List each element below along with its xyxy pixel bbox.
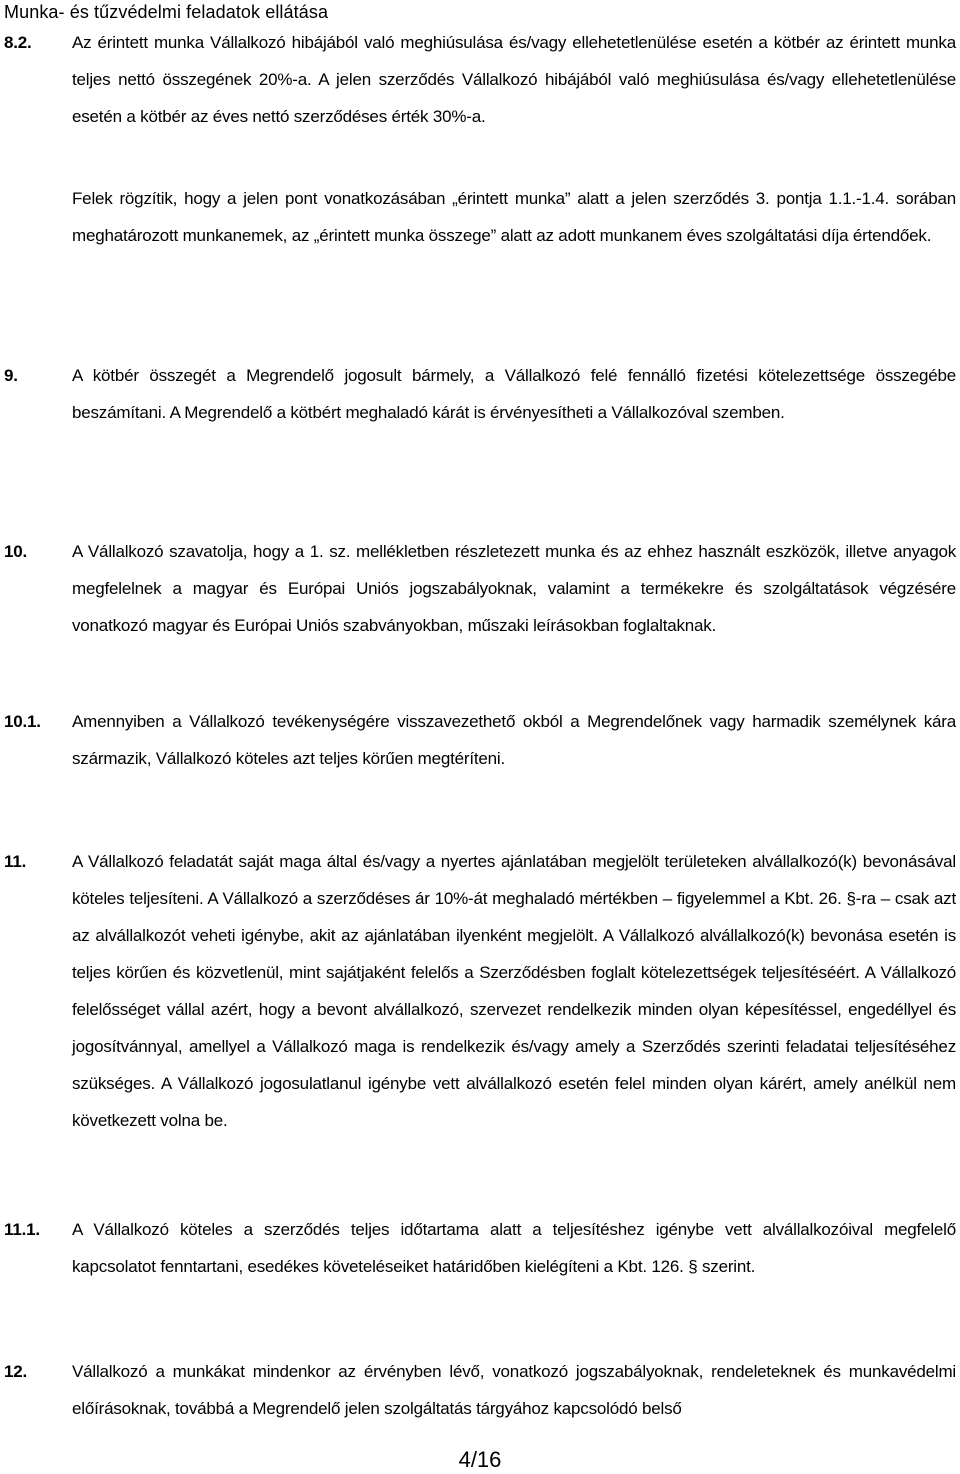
section-text: Amennyiben a Vállalkozó tevékenységére visszavezethető okból a Megrendelőnek vagy harmadik személynek kára származik, Vállalkozó köteles azt teljes körűen megtéríteni. (72, 712, 956, 768)
section-number: 9. (4, 366, 18, 385)
section-number: 10.1. (4, 712, 41, 731)
page-number: 4/16 (458, 1447, 502, 1472)
section-text: A Vállalkozó szavatolja, hogy a 1. sz. mellékletben részletezett munka és az ehhez használt eszközök, illetve anyagok megfelelnek a magyar és Európai Uniós jogszabályoknak, valamint a termékekre és szolgáltatások végzésére vonatkozó magyar és Európai Uniós szabványokban, műszaki leírásokban foglaltaknak. (72, 542, 956, 635)
section-text: Vállalkozó a munkákat mindenkor az érvényben lévő, vonatkozó jogszabályoknak, rendeleteknek és munkavédelmi előírásoknak, továbbá a Megrendelő jelen szolgáltatás tárgyához kapcsolódó belső (72, 1362, 956, 1418)
section-number: 11.1. (4, 1220, 40, 1239)
section-number: 12. (4, 1362, 28, 1381)
section-text: Felek rögzítik, hogy a jelen pont vonatkozásában „érintett munka” alatt a jelen szerződés 3. pontja 1.1.-1.4. sorában meghatározott munkanemek, az „érintett munka összege” alatt az adott munkanem éves szolgáltatási díja értendőek. (72, 189, 956, 245)
section-number: 8.2. (4, 33, 32, 52)
page-header-title: Munka- és tűzvédelmi feladatok ellátása (4, 2, 329, 22)
section-number: 11. (4, 852, 27, 871)
section-number: 10. (4, 542, 28, 561)
section-text: A Vállalkozó köteles a szerződés teljes időtartama alatt a teljesítéshez igénybe vett alvállalkozóival megfelelő kapcsolatot fenntartani, esedékes követeléseiket határidőben kielégíteni a Kbt. 126. § szerint. (72, 1220, 956, 1276)
section-text: A Vállalkozó feladatát saját maga által és/vagy a nyertes ajánlatában megjelölt területeken alvállalkozó(k) bevonásával köteles teljesíteni. A Vállalkozó a szerződéses ár 10%-át meghaladó mértékben – figyelemmel a Kbt. 26. §-ra – csak azt az alvállalkozót veheti igénybe, akit az ajánlatában ilyenként megjelölt. A Vállalkozó alvállalkozó(k) bevonása esetén is teljes körűen és közvetlenül, mint sajátjaként felelős a Szerződésben foglalt kötelezettségek teljesítéséért. A Vállalkozó felelősséget vállal azért, hogy a bevont alvállalkozó, szervezet rendelkezik minden olyan képesítéssel, engedéllyel és jogosítvánnyal, amellyel a Vállalkozó maga is rendelkezik és/vagy amely a Szerződés szerinti feladatai teljesítéséhez szükséges. A Vállalkozó jogosulatlanul igénybe vett alvállalkozó esetén felel minden olyan kárért, amely anélkül nem következett volna be. (72, 852, 956, 1130)
section-text: A kötbér összegét a Megrendelő jogosult bármely, a Vállalkozó felé fennálló fizetési kötelezettsége összegébe beszámítani. A Megrendelő a kötbért meghaladó kárát is érvényesítheti a Vállalkozóval szemben. (72, 366, 956, 422)
section-text: Az érintett munka Vállalkozó hibájából való meghiúsulása és/vagy ellehetetlenülése esetén a kötbér az érintett munka teljes nettó összegének 20%-a. A jelen szerződés Vállalkozó hibájából való meghiúsulása és/vagy ellehetetlenülése esetén a kötbér az éves nettó szerződéses érték 30%-a. (72, 33, 956, 126)
